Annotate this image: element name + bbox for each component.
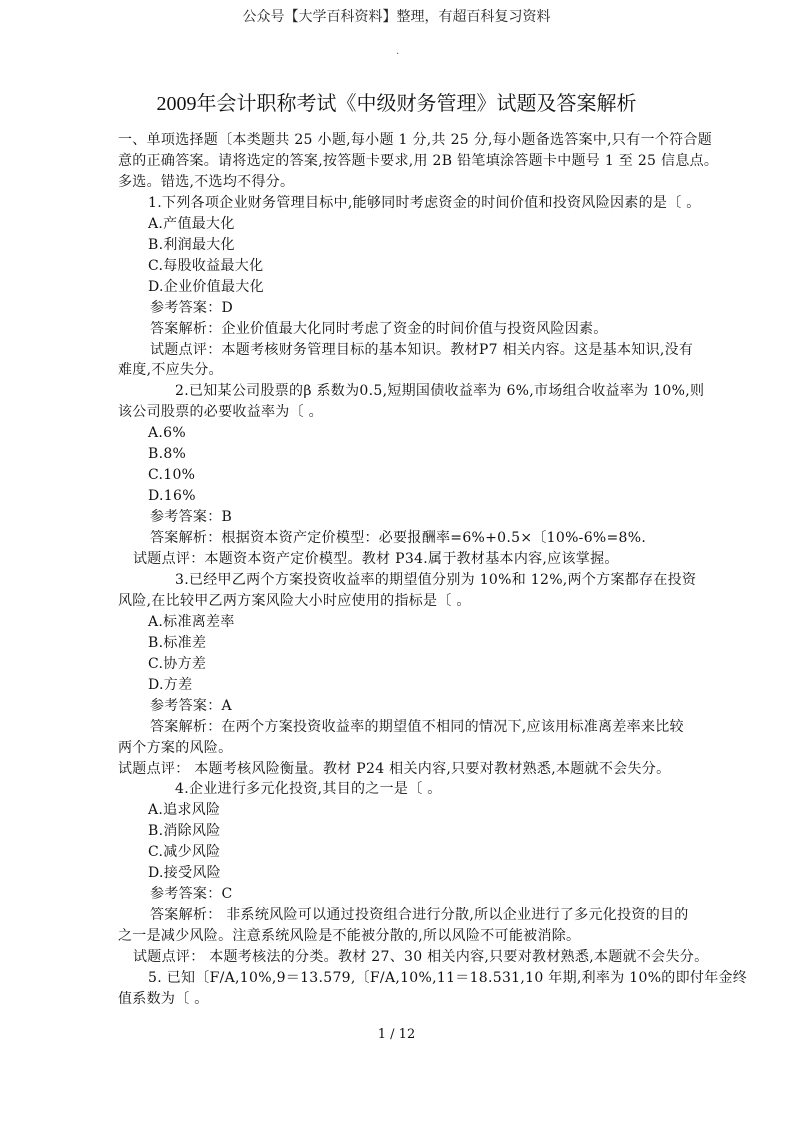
text-line: 风险,在比较甲乙两方案风险大小时应使用的指标是〔 。	[118, 592, 471, 609]
text-line: 参考答案：C	[150, 886, 233, 903]
text-line: 答案解析：企业价值最大化同时考虑了资金的时间价值与投资风险因素。	[150, 320, 608, 337]
text-line: A.标准离差率	[148, 613, 235, 630]
text-line: A.6%	[148, 425, 186, 442]
text-line: 多选。错选,不选均不得分。	[118, 173, 295, 190]
text-line: 答案解析：在两个方案投资收益率的期望值不相同的情况下,应该用标准离差率来比较	[150, 718, 684, 735]
text-line: 难度,不应失分。	[118, 362, 223, 379]
text-line: 1.下列各项企业财务管理目标中,能够同时考虑资金的时间价值和投资风险因素的是〔 。	[148, 194, 701, 211]
text-line: 之一是减少风险。注意系统风险是不能被分散的,所以风险不可能被消除。	[118, 928, 581, 945]
text-line: 一、单项选择题〔本类题共 25 小题,每小题 1 分,共 25 分,每小题备选答案中,只有一个符合题	[118, 132, 713, 148]
text-line: D.企业价值最大化	[148, 278, 264, 295]
text-line: 试题点评：本题考核财务管理目标的基本知识。教材P7 相关内容。这是基本知识,没有	[150, 341, 694, 358]
text-line: D.接受风险	[148, 865, 221, 882]
text-line: 5. 已知〔F/A,10%,9＝13.579,〔F/A,10%,11＝18.531,10 年期,利率为 10%的即付年金终	[148, 970, 748, 986]
text-line: C.减少风险	[148, 844, 221, 861]
page-number: 1 / 12	[377, 1027, 416, 1042]
text-line: 该公司股票的必要收益率为〔 。	[118, 404, 323, 421]
text-line: C.10%	[148, 467, 196, 484]
text-line: 4.企业进行多元化投资,其目的之一是〔 。	[175, 781, 442, 798]
text-line: C.每股收益最大化	[148, 257, 264, 274]
text-line: 2.已知某公司股票的β 系数为0.5,短期国债收益率为 6%,市场组合收益率为 10%,则	[175, 383, 705, 400]
text-line: B.8%	[148, 446, 187, 463]
text-line: B.消除风险	[148, 823, 221, 840]
text-line: 参考答案：B	[150, 509, 233, 526]
text-line: B.标准差	[148, 634, 207, 651]
top-mark: .	[396, 46, 400, 57]
text-line: 答案解析：根据资本资产定价模型：必要报酬率=6%+0.5×〔10%-6%=8%.	[150, 530, 647, 547]
text-line: 参考答案：A	[150, 697, 232, 714]
text-line: 值系数为〔 。	[118, 990, 209, 1007]
text-line: D.方差	[148, 676, 193, 693]
page-header: 公众号【大学百科资料】整理，有超百科复习资料	[242, 9, 551, 25]
text-line: 3.已经甲乙两个方案投资收益率的期望值分别为 10%和 12%,两个方案都存在投资	[175, 571, 697, 588]
text-line: D.16%	[148, 488, 196, 505]
text-line: A.产值最大化	[148, 215, 235, 232]
text-line: A.追求风险	[148, 802, 221, 819]
text-line: 两个方案的风险。	[118, 739, 233, 756]
text-line: 答案解析： 非系统风险可以通过投资组合进行分散,所以企业进行了多元化投资的目的	[150, 907, 689, 924]
text-line: B.利润最大化	[148, 236, 235, 253]
text-line: C.协方差	[148, 655, 207, 672]
text-line: 意的正确答案。请将选定的答案,按答题卡要求,用 2B 铅笔填涂答题卡中题号 1 至 25 信息点。	[118, 152, 719, 169]
document-title: 2009年会计职称考试《中级财务管理》试题及答案解析	[156, 93, 637, 115]
text-line: 试题点评： 本题考核法的分类。教材 27、30 相关内容,只要对教材熟悉,本题就不会失分。	[133, 949, 709, 966]
text-line: 试题点评：本题资本资产定价模型。教材 P34.属于教材基本内容,应该掌握。	[133, 551, 619, 567]
text-line: 参考答案：D	[150, 299, 234, 316]
text-line: 试题点评： 本题考核风险衡量。教材 P24 相关内容,只要对教材熟悉,本题就不会失分。	[118, 760, 671, 777]
